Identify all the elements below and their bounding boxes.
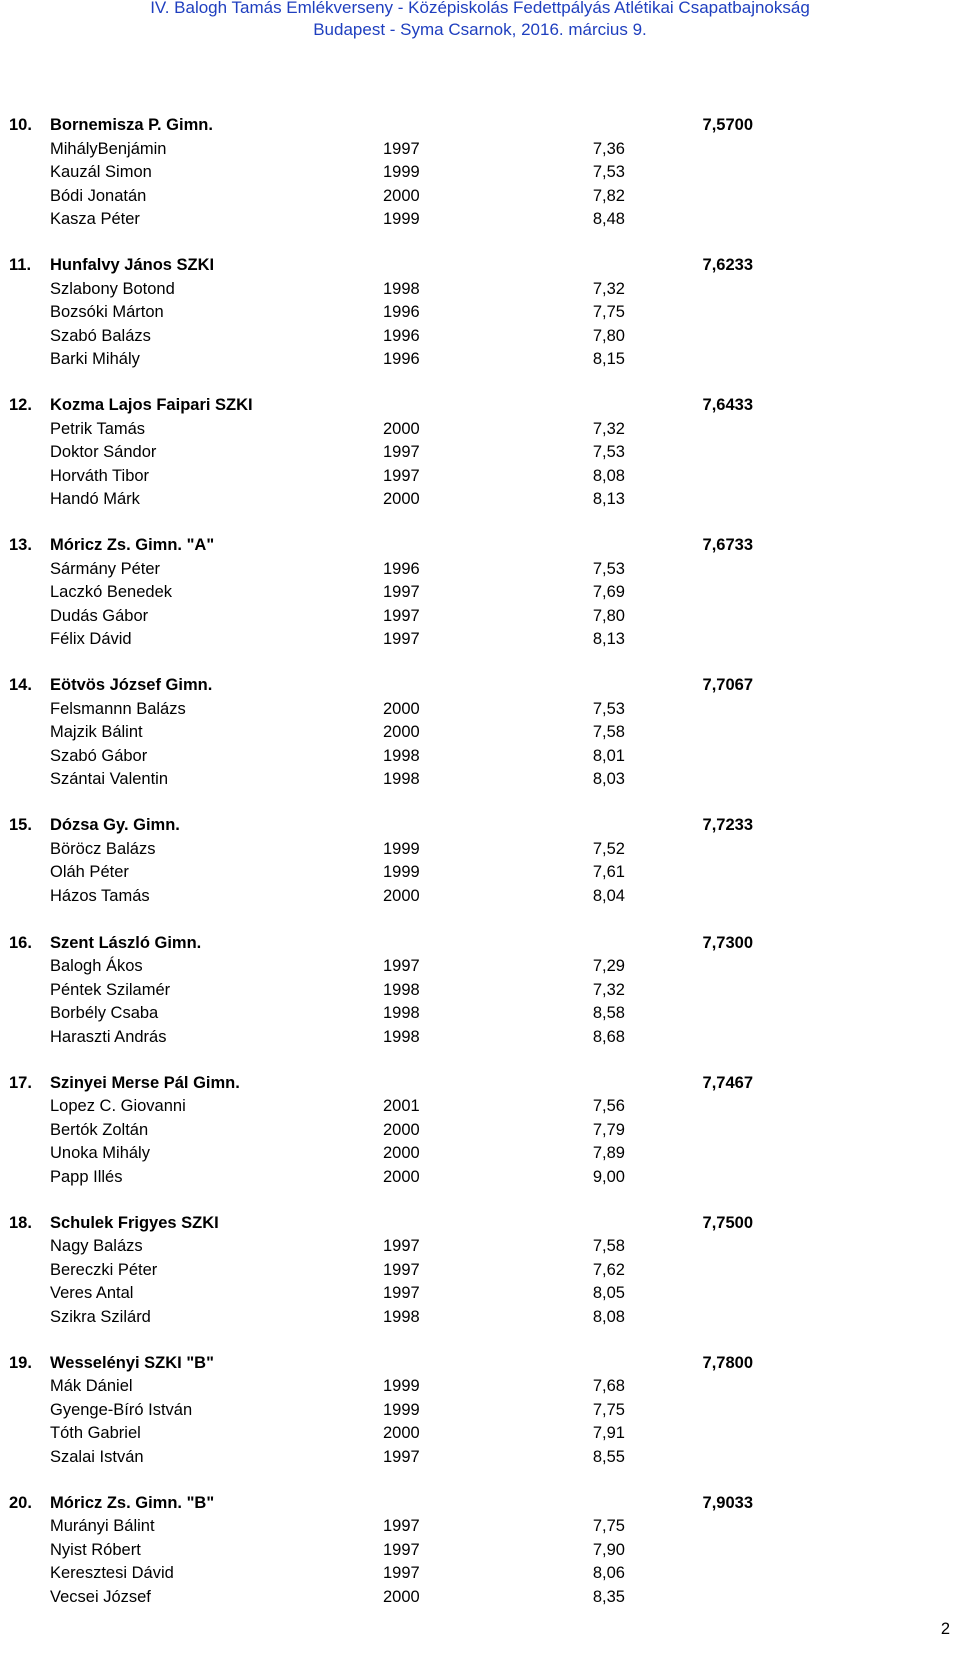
athlete-row: [0, 1282, 960, 1306]
team-row: [0, 534, 960, 558]
athlete-name: Oláh Péter: [50, 863, 129, 881]
athlete-birth-year: 1997: [383, 1237, 420, 1255]
athlete-name: Felsmannn Balázs: [50, 699, 186, 718]
athlete-row: [0, 441, 960, 465]
athlete-time: 8,03: [592, 770, 625, 788]
team-row: [0, 674, 960, 698]
athlete-birth-year: 1999: [383, 1377, 420, 1395]
athlete-row: [0, 1586, 960, 1610]
athlete-name: Doktor Sándor: [50, 443, 157, 461]
team-block: [0, 674, 960, 814]
athlete-name: Unoka Mihály: [50, 1144, 150, 1162]
team-row: [0, 1492, 960, 1516]
team-score: 7,6733: [702, 536, 753, 554]
athlete-row: [0, 1142, 960, 1166]
athlete-time: 8,08: [592, 1307, 625, 1326]
athlete-row: [0, 1399, 960, 1423]
team-name: Dózsa Gy. Gimn.: [50, 816, 180, 834]
athlete-birth-year: 1998: [383, 279, 420, 298]
team-score: 7,7800: [702, 1353, 753, 1372]
athlete-name: Bozsóki Márton: [50, 303, 164, 321]
team-name: Szinyei Merse Pál Gimn.: [50, 1073, 240, 1092]
team-rank: 15.: [9, 816, 32, 834]
athlete-birth-year: 2000: [383, 1587, 420, 1606]
athlete-name: Szabó Gábor: [50, 746, 148, 765]
team-name: Szent László Gimn.: [50, 933, 202, 952]
team-block: [0, 1212, 960, 1352]
athlete-time: 9,00: [592, 1167, 625, 1186]
athlete-row: [0, 1306, 960, 1330]
athlete-name: Horváth Tibor: [50, 466, 150, 485]
team-rank: 10.: [9, 116, 32, 134]
athlete-name: Szántai Valentin: [50, 770, 169, 788]
athlete-row: [0, 1375, 960, 1399]
team-name: Schulek Frigyes SZKI: [50, 1213, 219, 1232]
athlete-time: 8,13: [592, 490, 625, 508]
athlete-name: Péntek Szilamér: [50, 980, 171, 999]
team-rank: 17.: [9, 1073, 32, 1092]
athlete-time: 7,52: [592, 839, 625, 858]
team-rank: 19.: [9, 1353, 32, 1372]
athlete-birth-year: 1999: [383, 863, 420, 881]
athlete-row: [0, 1002, 960, 1026]
team-rank: 11.: [9, 256, 32, 274]
athlete-row: [0, 1026, 960, 1050]
athlete-row: [0, 745, 960, 769]
athlete-time: 8,58: [592, 1004, 625, 1022]
team-name: Kozma Lajos Faipari SZKI: [50, 396, 253, 414]
athlete-time: 7,29: [592, 957, 625, 975]
athlete-birth-year: 2000: [383, 1144, 420, 1162]
athlete-time: 8,08: [592, 466, 625, 485]
event-subtitle: Budapest - Syma Csarnok, 2016. március 9.: [313, 20, 647, 39]
athlete-time: 8,13: [592, 630, 625, 648]
athlete-row: [0, 348, 960, 372]
athlete-birth-year: 1996: [383, 350, 420, 368]
athlete-birth-year: 1997: [383, 606, 420, 625]
athlete-time: 7,79: [592, 1120, 625, 1139]
results-list: [0, 114, 960, 1632]
athlete-name: Laczkó Benedek: [50, 583, 173, 601]
team-score: 7,7467: [702, 1073, 753, 1092]
team-row: [0, 1072, 960, 1096]
athlete-birth-year: 1999: [383, 839, 420, 858]
athlete-time: 7,80: [592, 606, 625, 625]
team-rank: 18.: [9, 1213, 32, 1232]
team-name: Hunfalvy János SZKI: [50, 256, 215, 274]
event-title: IV. Balogh Tamás Emlékverseny - Középiskolás Fedettpályás Atlétikai Csapatbajnokság: [150, 0, 810, 17]
team-name: Wesselényi SZKI "B": [50, 1353, 214, 1372]
athlete-name: Tóth Gabriel: [50, 1424, 141, 1442]
team-rank: 12.: [9, 396, 32, 414]
athlete-birth-year: 1997: [383, 1517, 420, 1535]
athlete-birth-year: 2000: [383, 699, 420, 718]
athlete-row: [0, 1422, 960, 1446]
athlete-birth-year: 1999: [383, 163, 420, 181]
athlete-row: [0, 161, 960, 185]
athlete-birth-year: 1997: [383, 1564, 420, 1582]
team-block: [0, 1492, 960, 1632]
athlete-name: Dudás Gábor: [50, 606, 149, 625]
athlete-time: 7,58: [592, 723, 625, 741]
athlete-birth-year: 2000: [383, 490, 420, 508]
athlete-birth-year: 1996: [383, 303, 420, 321]
athlete-row: [0, 465, 960, 489]
athlete-name: Barki Mihály: [50, 350, 140, 368]
athlete-time: 7,75: [592, 1400, 625, 1419]
team-rank: 14.: [9, 676, 32, 694]
athlete-name: Balogh Ákos: [50, 957, 143, 975]
athlete-name: Gyenge-Bíró István: [50, 1400, 193, 1419]
team-score: 7,7233: [702, 816, 753, 834]
athlete-birth-year: 1997: [383, 630, 420, 648]
athlete-time: 7,61: [592, 863, 625, 881]
athlete-name: Bertók Zoltán: [50, 1120, 149, 1139]
team-name: Bornemisza P. Gimn.: [50, 116, 213, 134]
athlete-name: Haraszti András: [50, 1027, 167, 1046]
athlete-birth-year: 1996: [383, 326, 420, 345]
athlete-row: [0, 1119, 960, 1143]
athlete-time: 7,69: [592, 583, 625, 601]
page-number: 2: [940, 1620, 950, 1638]
athlete-name: Szabó Balázs: [50, 326, 151, 345]
athlete-time: 7,62: [592, 1260, 625, 1279]
team-block: [0, 534, 960, 674]
athlete-time: 7,91: [592, 1424, 625, 1442]
athlete-time: 7,75: [592, 303, 625, 321]
team-rank: 16.: [9, 933, 32, 952]
athlete-name: Petrik Tamás: [50, 419, 146, 438]
athlete-time: 8,68: [592, 1027, 625, 1046]
team-score: 7,9033: [702, 1493, 753, 1512]
team-block: [0, 814, 960, 932]
athlete-birth-year: 2000: [383, 419, 420, 438]
athlete-row: [0, 605, 960, 629]
athlete-row: [0, 698, 960, 722]
athlete-time: 7,90: [592, 1540, 625, 1559]
athlete-name: Keresztesi Dávid: [50, 1564, 174, 1582]
athlete-name: Vecsei József: [50, 1587, 151, 1606]
athlete-name: Szikra Szilárd: [50, 1307, 151, 1326]
athlete-row: [0, 558, 960, 582]
athlete-name: Borbély Csaba: [50, 1004, 159, 1022]
team-name: Móricz Zs. Gimn. "A": [50, 536, 215, 554]
athlete-time: 8,15: [592, 350, 625, 368]
athlete-row: [0, 838, 960, 862]
team-block: [0, 1072, 960, 1212]
athlete-name: Böröcz Balázs: [50, 839, 156, 858]
athlete-row: [0, 885, 960, 909]
athlete-name: Papp Illés: [50, 1167, 123, 1186]
athlete-row: [0, 581, 960, 605]
athlete-time: 7,32: [592, 279, 625, 298]
athlete-birth-year: 2000: [383, 1424, 420, 1442]
athlete-birth-year: 2000: [383, 723, 420, 741]
athlete-birth-year: 1998: [383, 1027, 420, 1046]
athlete-birth-year: 1997: [383, 1260, 420, 1279]
athlete-row: [0, 301, 960, 325]
athlete-row: [0, 955, 960, 979]
athlete-time: 7,32: [592, 419, 625, 438]
team-block: [0, 114, 960, 254]
athlete-row: [0, 1446, 960, 1470]
page-header: [0, 0, 960, 41]
athlete-birth-year: 1999: [383, 1400, 420, 1419]
athlete-birth-year: 1998: [383, 1307, 420, 1326]
athlete-birth-year: 2001: [383, 1097, 420, 1115]
team-block: [0, 394, 960, 534]
athlete-time: 7,53: [592, 443, 625, 461]
athlete-name: Szlabony Botond: [50, 279, 175, 298]
team-name: Eötvös József Gimn.: [50, 676, 213, 694]
athlete-time: 8,48: [592, 210, 625, 228]
athlete-time: 7,58: [592, 1237, 625, 1255]
athlete-birth-year: 1997: [383, 1447, 420, 1466]
athlete-name: Majzik Bálint: [50, 723, 143, 741]
team-row: [0, 394, 960, 418]
athlete-name: Szalai István: [50, 1447, 144, 1466]
athlete-time: 7,36: [592, 139, 625, 158]
athlete-name: MihályBenjámin: [50, 139, 167, 158]
team-block: [0, 932, 960, 1072]
athlete-name: Sármány Péter: [50, 559, 161, 578]
team-rank: 13.: [9, 536, 32, 554]
athlete-row: [0, 721, 960, 745]
athlete-time: 7,53: [592, 699, 625, 718]
athlete-birth-year: 1997: [383, 957, 420, 975]
athlete-row: [0, 979, 960, 1003]
team-block: [0, 254, 960, 394]
athlete-name: Murányi Bálint: [50, 1517, 155, 1535]
athlete-time: 8,55: [592, 1447, 625, 1466]
athlete-row: [0, 488, 960, 512]
athlete-time: 8,01: [592, 746, 625, 765]
athlete-row: [0, 1095, 960, 1119]
athlete-time: 7,32: [592, 980, 625, 999]
athlete-row: [0, 1259, 960, 1283]
athlete-row: [0, 278, 960, 302]
team-block: [0, 1352, 960, 1492]
athlete-row: [0, 418, 960, 442]
athlete-time: 7,82: [592, 186, 625, 205]
athlete-time: 7,68: [592, 1377, 625, 1395]
team-row: [0, 114, 960, 138]
team-score: 7,6433: [702, 396, 753, 414]
team-row: [0, 1352, 960, 1376]
team-rank: 20.: [9, 1493, 32, 1512]
athlete-row: [0, 1515, 960, 1539]
athlete-birth-year: 2000: [383, 1167, 420, 1186]
athlete-name: Nagy Balázs: [50, 1237, 143, 1255]
team-name: Móricz Zs. Gimn. "B": [50, 1493, 215, 1512]
athlete-birth-year: 2000: [383, 186, 420, 205]
team-score: 7,7067: [702, 676, 753, 694]
athlete-row: [0, 1539, 960, 1563]
athlete-name: Félix Dávid: [50, 630, 132, 648]
athlete-time: 7,56: [592, 1097, 625, 1115]
athlete-birth-year: 2000: [383, 886, 420, 905]
athlete-row: [0, 1562, 960, 1586]
athlete-row: [0, 1166, 960, 1190]
athlete-time: 7,80: [592, 326, 625, 345]
team-row: [0, 1212, 960, 1236]
athlete-birth-year: 1997: [383, 443, 420, 461]
athlete-birth-year: 2000: [383, 1120, 420, 1139]
team-score: 7,7300: [702, 933, 753, 952]
athlete-row: [0, 628, 960, 652]
athlete-name: Handó Márk: [50, 490, 140, 508]
athlete-time: 8,04: [592, 886, 625, 905]
athlete-birth-year: 1997: [383, 583, 420, 601]
team-score: 7,7500: [702, 1213, 753, 1232]
athlete-birth-year: 1997: [383, 139, 420, 158]
athlete-time: 7,53: [592, 163, 625, 181]
athlete-time: 7,89: [592, 1144, 625, 1162]
athlete-name: Kasza Péter: [50, 210, 140, 228]
athlete-name: Mák Dániel: [50, 1377, 133, 1395]
athlete-time: 7,53: [592, 559, 625, 578]
athlete-birth-year: 1997: [383, 466, 420, 485]
athlete-time: 8,06: [592, 1564, 625, 1582]
athlete-name: Kauzál Simon: [50, 163, 152, 181]
athlete-row: [0, 861, 960, 885]
team-row: [0, 254, 960, 278]
team-score: 7,6233: [702, 256, 753, 274]
athlete-row: [0, 185, 960, 209]
athlete-name: Bódi Jonatán: [50, 186, 147, 205]
athlete-birth-year: 1999: [383, 210, 420, 228]
athlete-time: 8,05: [592, 1284, 625, 1302]
athlete-name: Lopez C. Giovanni: [50, 1097, 186, 1115]
athlete-row: [0, 1235, 960, 1259]
athlete-row: [0, 138, 960, 162]
athlete-birth-year: 1996: [383, 559, 420, 578]
athlete-time: 8,35: [592, 1587, 625, 1606]
athlete-name: Bereczki Péter: [50, 1260, 158, 1279]
athlete-birth-year: 1998: [383, 980, 420, 999]
athlete-birth-year: 1997: [383, 1284, 420, 1302]
team-row: [0, 814, 960, 838]
athlete-name: Házos Tamás: [50, 886, 150, 905]
athlete-birth-year: 1998: [383, 746, 420, 765]
team-row: [0, 932, 960, 956]
team-score: 7,5700: [702, 116, 753, 134]
athlete-birth-year: 1998: [383, 770, 420, 788]
athlete-name: Nyist Róbert: [50, 1540, 141, 1559]
athlete-name: Veres Antal: [50, 1284, 134, 1302]
athlete-birth-year: 1998: [383, 1004, 420, 1022]
athlete-row: [0, 768, 960, 792]
athlete-time: 7,75: [592, 1517, 625, 1535]
athlete-birth-year: 1997: [383, 1540, 420, 1559]
athlete-row: [0, 325, 960, 349]
athlete-row: [0, 208, 960, 232]
